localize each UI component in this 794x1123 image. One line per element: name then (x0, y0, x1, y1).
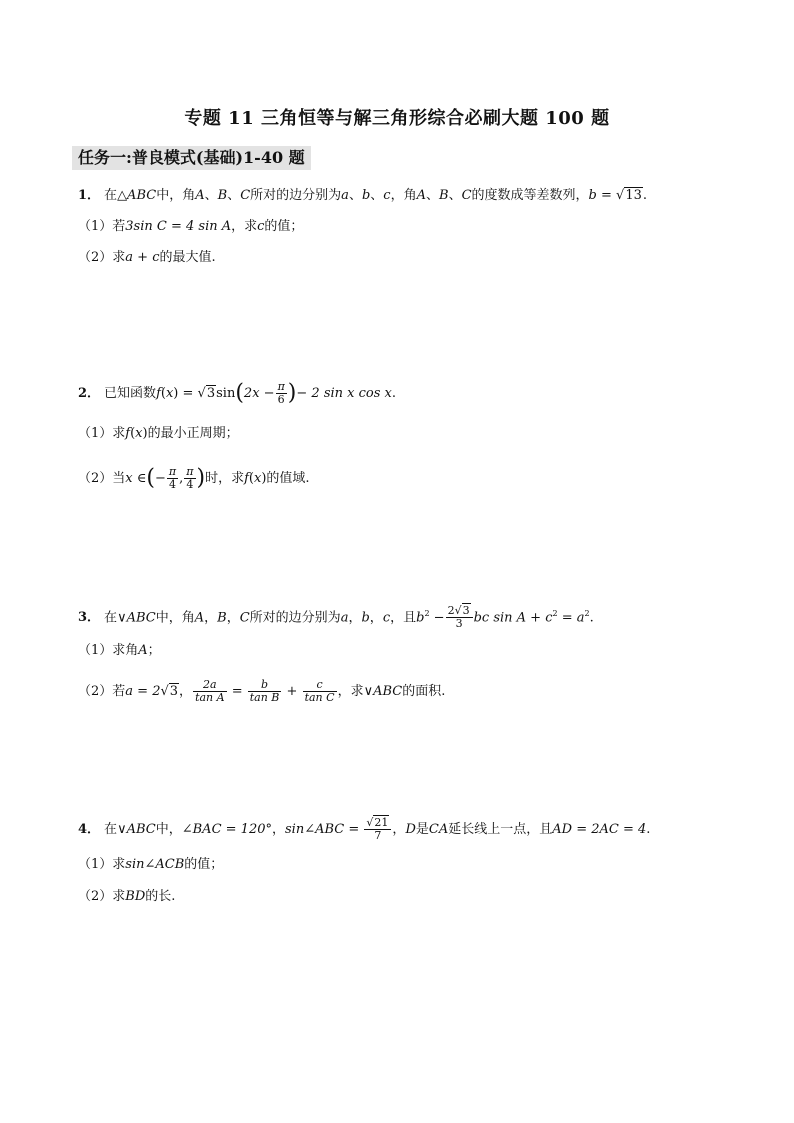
q3-part2: （2）若a = 2√3， $\frac{2a}{\text{tan A}}$ = $\frac{b}{\text{tan B}}$ + $\frac{c}{\text{tan C}}$ ，求∨ABC的面积. (78, 678, 446, 704)
q4-part1: （1）求sin∠ACB的值； (78, 857, 224, 872)
q1-part2: （2）求a + c的最大值. (78, 250, 216, 265)
q4-part2: （2）求BD的长. (78, 889, 176, 904)
section-heading: 任务一:普良模式(基础)1-40 题 (72, 146, 311, 170)
q2-stem: 2． 已知函数f(x) = √3sin(2x − $\frac{\pi}{6}$ )− 2 sin x cos x. (78, 380, 396, 406)
q2-part1: （1）求f(x)的最小正周期； (78, 426, 239, 441)
q1-part1: （1）若3sin C = 4 sin A，求c的值； (78, 219, 304, 234)
q4-stem: 4． 在∨ABC中，∠BAC = 120°，sin∠ABC = $\frac{√21}{7}$ ，D是CA延长线上一点，且AD = 2AC = 4. (78, 816, 651, 842)
q2-part2: （2）当x ∈(− $\frac{\pi}{4}$ , $\frac{\pi}{4}$ )时，求f(x)的值域. (78, 465, 310, 491)
page-title: 专题 11 三角恒等与解三角形综合必刷大题 100 题 (184, 108, 610, 129)
q3-part1: （1）求角A； (78, 643, 161, 658)
q3-stem: 3． 在∨ABC中，角A，B，C所对的边分别为a，b，c，且$b^2$ − $\frac{2√3}{3}$ bc $\sin A + c^2 = a^2$. (78, 604, 594, 631)
q1-stem: 1． 在△ABC中，角A、B、C所对的边分别为a、b、c，角A、B、C的度数成等差数列，b = √13. (78, 188, 648, 203)
